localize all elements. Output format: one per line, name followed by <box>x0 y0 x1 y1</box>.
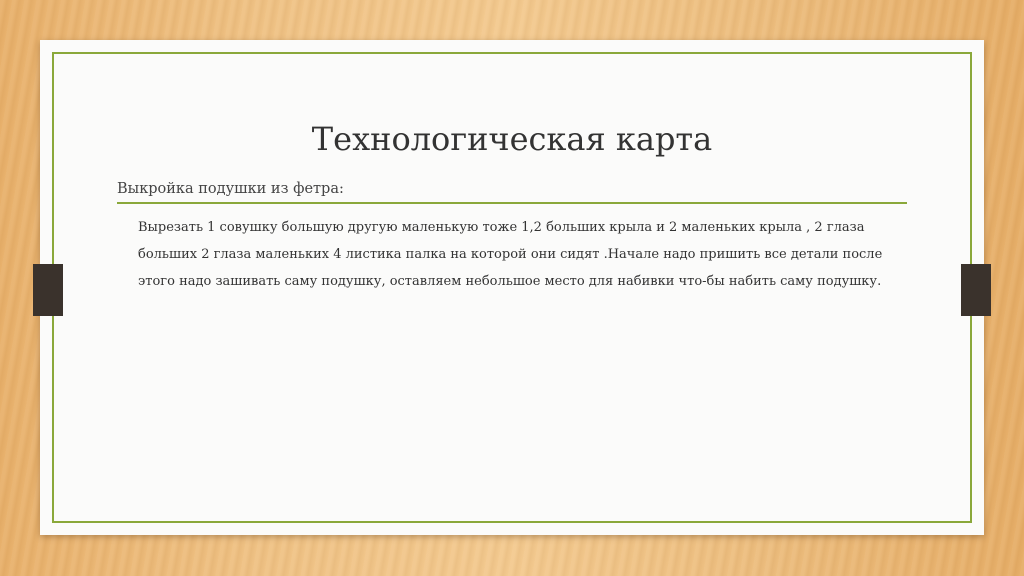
subtitle-divider <box>117 202 907 204</box>
slide-body-text: Вырезать 1 совушку большую другую маленькую тоже 1,2 больших крыла и 2 маленьких крыла , 2 глаза больших 2 глаза маленьких 4 листика палка на которой они сидят .Начале надо пришить все детали после этого надо зашивать саму подушку, оставляем небольшое место для набивки что-бы набить саму подушку. <box>138 220 883 289</box>
right-clip <box>961 264 991 316</box>
slide-title: Технологическая карта <box>311 120 713 158</box>
slide-subtitle: Выкройка подушки из фетра: <box>117 181 344 197</box>
left-clip <box>33 264 63 316</box>
